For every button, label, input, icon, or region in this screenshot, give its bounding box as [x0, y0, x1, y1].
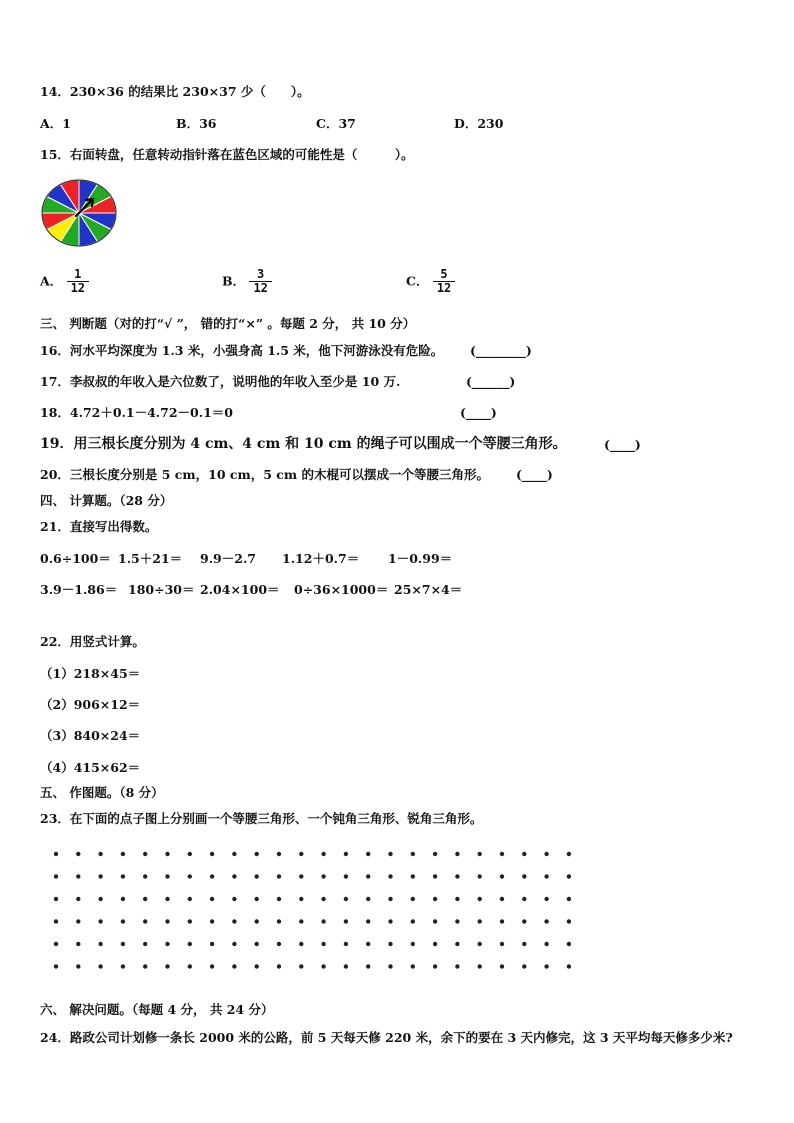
- grid-dot: [544, 874, 548, 878]
- q14-option-d[interactable]: D．230: [454, 116, 504, 131]
- grid-dot: [455, 897, 459, 901]
- q21-stem: 21．直接写出得数。: [40, 519, 158, 534]
- grid-dot: [76, 897, 80, 901]
- grid-dot: [366, 942, 370, 946]
- grid-dot: [478, 897, 482, 901]
- grid-dot: [255, 942, 259, 946]
- grid-dot: [277, 964, 281, 968]
- q15-option-b-label: B．: [222, 273, 246, 289]
- grid-dot: [411, 852, 415, 856]
- section3-title: 三、 判断题（对的打“√ ”， 错的打“×” 。每题 2 分， 共 10 分）: [40, 316, 416, 331]
- grid-dot: [366, 897, 370, 901]
- grid-dot: [299, 897, 303, 901]
- grid-dot: [76, 964, 80, 968]
- q22-stem: 22．用竖式计算。: [40, 634, 145, 649]
- grid-dot: [98, 942, 102, 946]
- grid-dot: [232, 919, 236, 923]
- q14-option-a[interactable]: A．1: [40, 116, 71, 131]
- grid-dot: [121, 897, 125, 901]
- q22-item-3: （3）840×24＝: [40, 728, 141, 743]
- q20-text: 20．三根长度分别是 5 cm，10 cm，5 cm 的木棍可以摆成一个等腰三角形。: [40, 467, 489, 482]
- q21-item: 9.9－2.7: [200, 551, 256, 566]
- q15-stem: 15．右面转盘，任意转动指针落在蓝色区域的可能性是（ ）。: [40, 147, 414, 162]
- grid-dot: [98, 919, 102, 923]
- q19-text: 19．用三根长度分别为 4 cm、4 cm 和 10 cm 的绳子可以围成一个等腰三角形。: [40, 436, 567, 452]
- grid-dot: [299, 942, 303, 946]
- q22-item-2: （2）906×12＝: [40, 697, 141, 712]
- grid-dot: [76, 852, 80, 856]
- grid-dot: [544, 852, 548, 856]
- grid-dot: [121, 874, 125, 878]
- q15-option-a-fraction: [67, 268, 89, 295]
- grid-dot: [143, 919, 147, 923]
- grid-dot: [54, 852, 58, 856]
- grid-dot: [121, 942, 125, 946]
- grid-dot: [165, 852, 169, 856]
- q15-option-b-fraction: [249, 268, 271, 295]
- q15-option-c[interactable]: [406, 268, 455, 295]
- q21-item: 25×7×4＝: [394, 582, 463, 597]
- grid-dot: [544, 919, 548, 923]
- grid-dot: [478, 874, 482, 878]
- q16-answer-blank[interactable]: (________): [470, 343, 532, 358]
- q22-item-4: （4）415×62＝: [40, 760, 141, 775]
- grid-dot: [277, 897, 281, 901]
- section5-title: 五、 作图题。（8 分）: [40, 785, 164, 800]
- grid-dot: [165, 964, 169, 968]
- grid-dot: [455, 852, 459, 856]
- grid-dot: [411, 874, 415, 878]
- grid-dot: [188, 942, 192, 946]
- grid-dot: [299, 852, 303, 856]
- grid-dot: [567, 942, 571, 946]
- q20-answer-blank[interactable]: (____): [516, 467, 553, 482]
- q24-text: 24．路政公司计划修一条长 2000 米的公路，前 5 天每天修 220 米，余下的要在 3 天内修完，这 3 天平均每天修多少米?: [40, 1030, 733, 1045]
- grid-dot: [255, 919, 259, 923]
- q21-item: 0.6÷100＝: [40, 551, 111, 566]
- q17-answer-blank[interactable]: (______): [466, 374, 516, 389]
- grid-dot: [165, 897, 169, 901]
- grid-dot: [522, 919, 526, 923]
- q18-text: 18．4.72＋0.1－4.72－0.1＝0: [40, 405, 233, 420]
- grid-dot: [255, 852, 259, 856]
- grid-dot: [188, 852, 192, 856]
- grid-dot: [455, 874, 459, 878]
- q14-option-c[interactable]: C．37: [316, 116, 356, 131]
- grid-dot: [54, 919, 58, 923]
- grid-dot: [344, 919, 348, 923]
- grid-dot: [165, 942, 169, 946]
- fraction-denominator: 12: [70, 281, 86, 295]
- grid-dot: [500, 874, 504, 878]
- fraction-numerator: 5: [433, 268, 455, 282]
- grid-dot: [544, 897, 548, 901]
- grid-dot: [143, 942, 147, 946]
- grid-dot: [500, 897, 504, 901]
- grid-dot: [143, 964, 147, 968]
- grid-dot: [567, 852, 571, 856]
- grid-dot: [210, 852, 214, 856]
- grid-dot: [500, 964, 504, 968]
- grid-dot: [478, 919, 482, 923]
- grid-dot: [76, 874, 80, 878]
- grid-dot: [478, 852, 482, 856]
- grid-dot: [143, 897, 147, 901]
- q21-item: 1－0.99＝: [388, 551, 453, 566]
- grid-dot: [388, 942, 392, 946]
- grid-dot: [321, 897, 325, 901]
- grid-dot: [567, 964, 571, 968]
- grid-dot: [567, 897, 571, 901]
- q21-item: 2.04×100＝: [200, 582, 280, 597]
- grid-dot: [388, 964, 392, 968]
- grid-dot: [98, 897, 102, 901]
- grid-dot: [54, 964, 58, 968]
- grid-dot: [478, 964, 482, 968]
- grid-dot: [98, 852, 102, 856]
- fraction-denominator: 12: [253, 281, 268, 295]
- grid-dot: [522, 964, 526, 968]
- grid-dot: [522, 852, 526, 856]
- q21-item: 3.9－1.86＝: [40, 582, 118, 597]
- grid-dot: [54, 874, 58, 878]
- grid-dot: [500, 942, 504, 946]
- grid-dot: [522, 942, 526, 946]
- q15-option-b[interactable]: [222, 268, 272, 295]
- grid-dot: [433, 919, 437, 923]
- q14-stem: 14．230×36 的结果比 230×37 少（ ）。: [40, 84, 310, 99]
- q15-option-a-label: A．: [40, 273, 63, 289]
- grid-dot: [299, 919, 303, 923]
- grid-dot: [299, 964, 303, 968]
- grid-dot: [188, 964, 192, 968]
- grid-dot: [411, 964, 415, 968]
- grid-dot: [255, 874, 259, 878]
- q15-option-c-fraction: [433, 268, 455, 295]
- grid-dot: [232, 897, 236, 901]
- grid-dot: [210, 942, 214, 946]
- grid-dot: [165, 874, 169, 878]
- q15-option-c-label: C．: [406, 273, 429, 289]
- grid-dot: [321, 942, 325, 946]
- grid-dot: [277, 919, 281, 923]
- grid-dot: [54, 897, 58, 901]
- grid-dot: [455, 964, 459, 968]
- q21-item: 1.5＋21＝: [118, 551, 183, 566]
- grid-dot: [321, 964, 325, 968]
- grid-dot: [388, 897, 392, 901]
- q21-item: 0÷36×1000＝: [294, 582, 389, 597]
- grid-dot: [366, 964, 370, 968]
- section4-title: 四、 计算题。（28 分）: [40, 493, 173, 508]
- grid-dot: [567, 919, 571, 923]
- grid-dot: [188, 874, 192, 878]
- grid-dot: [388, 919, 392, 923]
- grid-dot: [299, 874, 303, 878]
- grid-dot: [344, 942, 348, 946]
- grid-dot: [433, 852, 437, 856]
- grid-dot: [455, 919, 459, 923]
- grid-dot: [232, 852, 236, 856]
- section6-title: 六、 解决问题。（每题 4 分， 共 24 分）: [40, 1002, 274, 1017]
- grid-dot: [433, 964, 437, 968]
- grid-dot: [76, 942, 80, 946]
- grid-dot: [54, 942, 58, 946]
- grid-dot: [321, 874, 325, 878]
- grid-dot: [277, 942, 281, 946]
- grid-dot: [344, 852, 348, 856]
- grid-dot: [366, 919, 370, 923]
- grid-dot: [255, 964, 259, 968]
- grid-dot: [76, 919, 80, 923]
- fraction-denominator: 12: [436, 281, 452, 295]
- q15-option-a[interactable]: [40, 268, 89, 295]
- grid-dot: [411, 897, 415, 901]
- q22-item-1: （1）218×45＝: [40, 666, 141, 681]
- grid-dot: [277, 852, 281, 856]
- q21-item: 180÷30＝: [128, 582, 195, 597]
- grid-dot: [500, 852, 504, 856]
- grid-dot: [210, 874, 214, 878]
- grid-dot: [366, 852, 370, 856]
- grid-dot: [344, 897, 348, 901]
- grid-dot: [188, 897, 192, 901]
- grid-dot: [366, 874, 370, 878]
- q14-option-b[interactable]: B．36: [176, 116, 217, 131]
- grid-dot: [277, 874, 281, 878]
- grid-dot: [210, 897, 214, 901]
- grid-dot: [321, 852, 325, 856]
- spinner-wheel: [40, 178, 118, 248]
- grid-dot: [121, 852, 125, 856]
- grid-dot: [255, 897, 259, 901]
- fraction-numerator: 3: [249, 268, 271, 282]
- grid-dot: [344, 964, 348, 968]
- q23-stem: 23．在下面的点子图上分别画一个等腰三角形、一个钝角三角形、锐角三角形。: [40, 811, 483, 826]
- grid-dot: [188, 919, 192, 923]
- q19-answer-blank[interactable]: (____): [604, 437, 641, 452]
- grid-dot: [121, 919, 125, 923]
- fraction-numerator: 1: [67, 268, 89, 282]
- q21-item: 1.12＋0.7＝: [282, 551, 360, 566]
- grid-dot: [143, 874, 147, 878]
- grid-dot: [210, 964, 214, 968]
- grid-dot: [544, 942, 548, 946]
- grid-dot: [232, 942, 236, 946]
- grid-dot: [455, 942, 459, 946]
- grid-dot: [121, 964, 125, 968]
- grid-dot: [388, 852, 392, 856]
- grid-dot: [411, 919, 415, 923]
- grid-dot: [98, 964, 102, 968]
- grid-dot: [165, 919, 169, 923]
- grid-dot: [567, 874, 571, 878]
- grid-dot: [210, 919, 214, 923]
- grid-dot: [433, 942, 437, 946]
- grid-dot: [433, 897, 437, 901]
- grid-dot: [500, 919, 504, 923]
- grid-dot: [411, 942, 415, 946]
- grid-dot: [232, 874, 236, 878]
- grid-dot: [522, 874, 526, 878]
- q18-answer-blank[interactable]: (____): [460, 405, 497, 420]
- grid-dot: [433, 874, 437, 878]
- grid-dot: [478, 942, 482, 946]
- grid-dot: [344, 874, 348, 878]
- q16-text: 16．河水平均深度为 1.3 米，小强身高 1.5 米，他下河游泳没有危险。: [40, 343, 444, 358]
- grid-dot: [388, 874, 392, 878]
- dot-grid[interactable]: [40, 840, 580, 980]
- q17-text: 17．李叔叔的年收入是六位数了，说明他的年收入至少是 10 万.: [40, 374, 401, 389]
- grid-dot: [522, 897, 526, 901]
- grid-dot: [544, 964, 548, 968]
- grid-dot: [232, 964, 236, 968]
- grid-dot: [143, 852, 147, 856]
- grid-dot: [98, 874, 102, 878]
- grid-dot: [321, 919, 325, 923]
